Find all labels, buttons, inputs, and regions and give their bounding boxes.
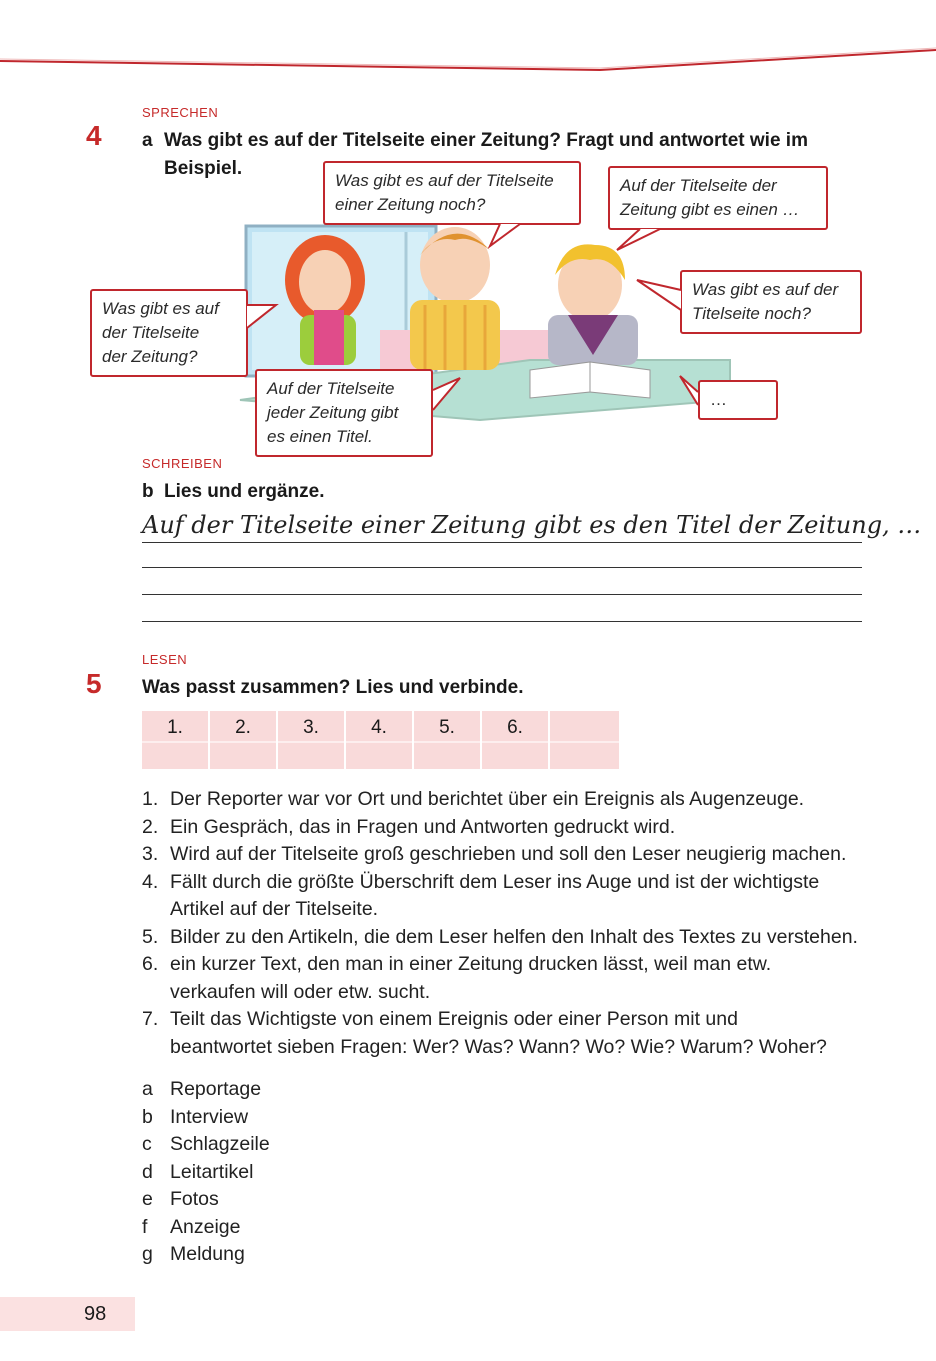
subtask-b-letter: b [142,481,154,502]
exercise-number-4: 4 [86,120,102,151]
list-item-number: 1. [142,788,159,810]
answer-table [142,711,619,769]
bubble-line: Auf der Titelseite der [620,176,777,195]
option-text: Fotos [170,1188,219,1210]
list-item-text: Fällt durch die größte Überschrift dem Leser ins Auge und ist der wichtigste [170,870,820,893]
writing-line[interactable] [142,621,862,622]
option-text: Anzeige [170,1215,241,1238]
lettered-options [142,1076,442,1271]
bubble-line: einer Zeitung noch? [335,195,486,214]
exercise-5-instruction: Was passt zusammen? Lies und verbinde. [142,677,524,698]
list-item-text: Bilder zu den Artikeln, die dem Leser helfen den Inhalt des Textes zu verstehen. [170,925,858,948]
answer-cell[interactable] [210,711,276,769]
list-item-number: 3. [142,843,159,865]
list-item-number: 4. [142,870,159,893]
answer-cell[interactable] [142,711,208,769]
skill-label-sprechen: SPRECHEN [142,105,219,120]
bubble-line: Titelseite noch? [692,304,811,323]
option-letter: f [142,1215,148,1238]
list-item-text: beantwortet sieben Fragen: Wer? Was? Wann? Wo? Wie? Warum? Woher? [170,1035,827,1058]
answer-cell[interactable] [346,711,412,769]
option-text: Reportage [170,1078,262,1100]
subtask-a-instruction-line2: Beispiel. [164,158,243,179]
answer-cell[interactable] [482,711,548,769]
answer-cell-number: 3. [303,717,319,738]
subtask-b-instruction: Lies und ergänze. [164,481,325,502]
answer-cell-number: 1. [167,717,183,738]
list-item-number: 6. [142,953,159,975]
bubble-line: der Titelseite [102,323,200,342]
list-item-text: ein kurzer Text, den man in einer Zeitung drucken lässt, weil man etw. [170,953,772,975]
option-letter: a [142,1078,153,1100]
answer-cell-number: 2. [235,717,251,738]
list-item-text: Wird auf der Titelseite groß geschrieben und soll den Leser neugierig machen. [170,843,847,865]
numbered-list [142,786,872,1066]
option-text: Schlagzeile [170,1133,270,1155]
option-letter: c [142,1133,152,1155]
bubble-line: Was gibt es auf der [692,280,839,299]
option-text: Interview [170,1105,249,1128]
subtask-a-letter: a [142,130,153,151]
answer-cell-number: 4. [371,717,387,738]
handwritten-example: Auf der Titelseite einer Zeitung gibt es den Titel der Zeitung, … [142,511,922,539]
list-item-number: 5. [142,925,159,948]
list-item-text: verkaufen will oder etw. sucht. [170,980,431,1003]
bubble-line: jeder Zeitung gibt [267,403,399,422]
list-item-text: Ein Gespräch, das in Fragen und Antworten gedruckt wird. [170,815,676,838]
answer-cell[interactable] [550,711,619,769]
option-letter: e [142,1188,153,1210]
bubble-line: Zeitung gibt es einen … [620,200,800,219]
page-number: 98 [84,1303,107,1325]
answer-cell[interactable] [278,711,344,769]
bubble-line: es einen Titel. [267,427,373,446]
option-letter: b [142,1105,153,1128]
list-item-text: Teilt das Wichtigste von einem Ereignis oder einer Person mit und [170,1008,738,1030]
answer-cell-number: 5. [439,717,455,738]
bubble-line: … [710,390,727,409]
page-number-tab [0,1297,135,1331]
bubble-line: der Zeitung? [102,347,198,366]
list-item-text: Artikel auf der Titelseite. [170,898,379,920]
list-item-number: 7. [142,1008,159,1030]
option-text: Leitartikel [170,1160,254,1183]
list-item-text: Der Reporter war vor Ort und berichtet über ein Ereignis als Augenzeuge. [170,788,805,810]
bubble-tails [0,0,936,470]
skill-label-lesen: LESEN [142,652,188,667]
skill-label-schreiben: SCHREIBEN [142,456,223,471]
writing-line[interactable] [142,594,862,595]
bubble-line: Was gibt es auf der Titelseite [335,171,554,190]
exercise-number-5: 5 [86,668,102,699]
option-letter: g [142,1243,153,1265]
answer-cell[interactable] [414,711,480,769]
option-text: Meldung [170,1243,245,1265]
list-item-number: 2. [142,815,159,838]
option-letter: d [142,1160,153,1183]
writing-line[interactable] [142,567,862,568]
writing-line [142,542,862,543]
answer-cell-number: 6. [507,717,523,738]
subtask-a-instruction-line1: Was gibt es auf der Titelseite einer Zeitung? Fragt und antwortet wie im [164,130,808,151]
bubble-line: Was gibt es auf [102,299,219,318]
bubble-line: Auf der Titelseite [267,379,395,398]
